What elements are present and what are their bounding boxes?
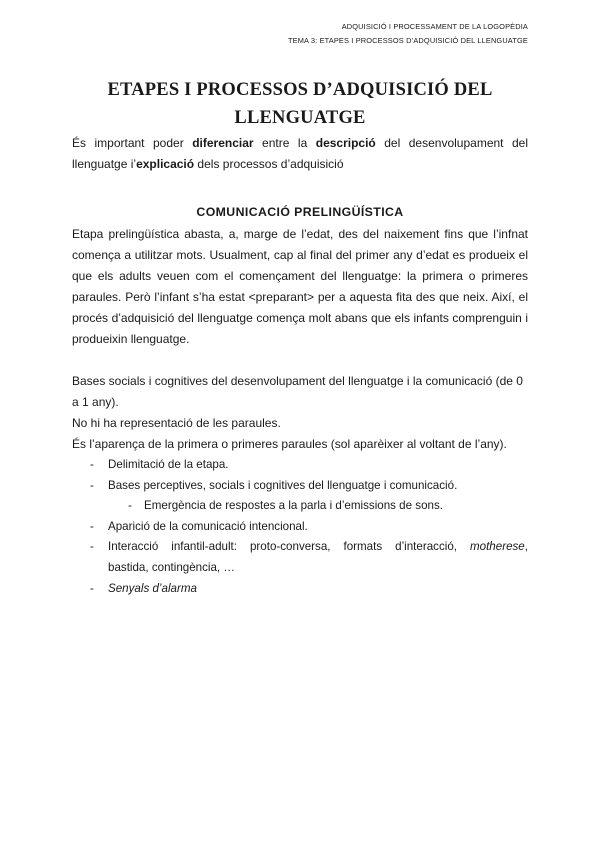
section-heading: COMUNICACIÓ PRELINGÜÍSTICA	[196, 205, 404, 219]
header-topic: TEMA 3: ETAPES I PROCESSOS D’ADQUISICIÓ DEL LLENGUATGE	[287, 36, 528, 45]
intro-bold-descripcio: descripció	[315, 136, 376, 150]
bases-block	[72, 371, 528, 455]
list-item	[72, 579, 528, 600]
list-item	[72, 517, 528, 538]
list-item-text: Bases perceptives, socials i cognitives del llenguatge i comunicació.	[108, 478, 458, 492]
intro-paragraph	[72, 133, 528, 175]
bases-line-3: És l’aparença de la primera o primeres paraules (sol aparèixer al voltant de l’any).	[72, 437, 507, 451]
list-item-interaction	[72, 537, 528, 578]
interaction-line-2: bastida, contingència, …	[108, 560, 235, 574]
running-header	[288, 20, 528, 48]
intro-text-3: del desenvolupament del llenguatge i’	[72, 136, 529, 171]
intro-text-4: dels processos d’adquisició	[194, 157, 344, 171]
dash-bullet: -	[90, 478, 94, 492]
section-paragraph: Etapa prelingüística abasta, a, marge de l’edat, des del naixement fins que l’infnat comença a utilitzar mots. Usualment, cap al final del primer any d’edat es produeix el que els adults veuen com el començament del llenguatge: la primera o primeres paraules. Però l’infant s’ha estat <preparant> per a aquesta fita des que neix. Així, el procés d’adquisició del llenguatge comença molt abans que els infants comprenguin i produeixin llenguatge.	[72, 227, 528, 346]
header-course: ADQUISICIÓ I PROCESSAMENT DE LA LOGOPÈDIA	[341, 22, 528, 31]
interaction-start: Interacció infantil-adult: proto-conversa, formats d’interacció,	[108, 540, 470, 554]
interaction-line-1	[108, 537, 528, 558]
intro-text-1: És important poder	[72, 136, 193, 150]
title-line-2: LLENGUATGE	[234, 108, 366, 128]
list-item	[72, 476, 528, 497]
dash-bullet: -	[90, 540, 94, 554]
dash-bullet: -	[90, 458, 94, 471]
intro-bold-diferenciar: diferenciar	[192, 136, 254, 150]
dash-bullet: -	[90, 519, 94, 533]
list-subitem	[72, 496, 528, 517]
title-line-1: ETAPES I PROCESSOS D’ADQUISICIÓ DEL	[107, 80, 493, 100]
list-item-text: Aparició de la comunicació intencional.	[108, 519, 308, 533]
intro-bold-explicacio: explicació	[136, 157, 195, 171]
topic-list	[72, 455, 528, 599]
interaction-end: ,	[524, 540, 528, 554]
intro-text-2: entre la	[253, 136, 316, 150]
dash-bullet: -	[128, 499, 132, 513]
list-item-text: Delimitació de la etapa.	[108, 458, 229, 471]
page-title	[72, 76, 528, 132]
bases-line-1: Bases socials i cognitives del desenvolupament del llenguatge i la comunicació (de 0 a 1 any).	[72, 374, 523, 409]
list-item-text-alarm: Senyals d’alarma	[108, 581, 197, 595]
dash-bullet: -	[90, 581, 94, 595]
interaction-italic-motherese: motherese	[469, 540, 525, 554]
list-item	[72, 455, 528, 476]
list-item-text: Emergència de respostes a la parla i d’emissions de sons.	[144, 499, 444, 513]
bases-line-2: No hi ha representació de les paraules.	[72, 416, 281, 430]
